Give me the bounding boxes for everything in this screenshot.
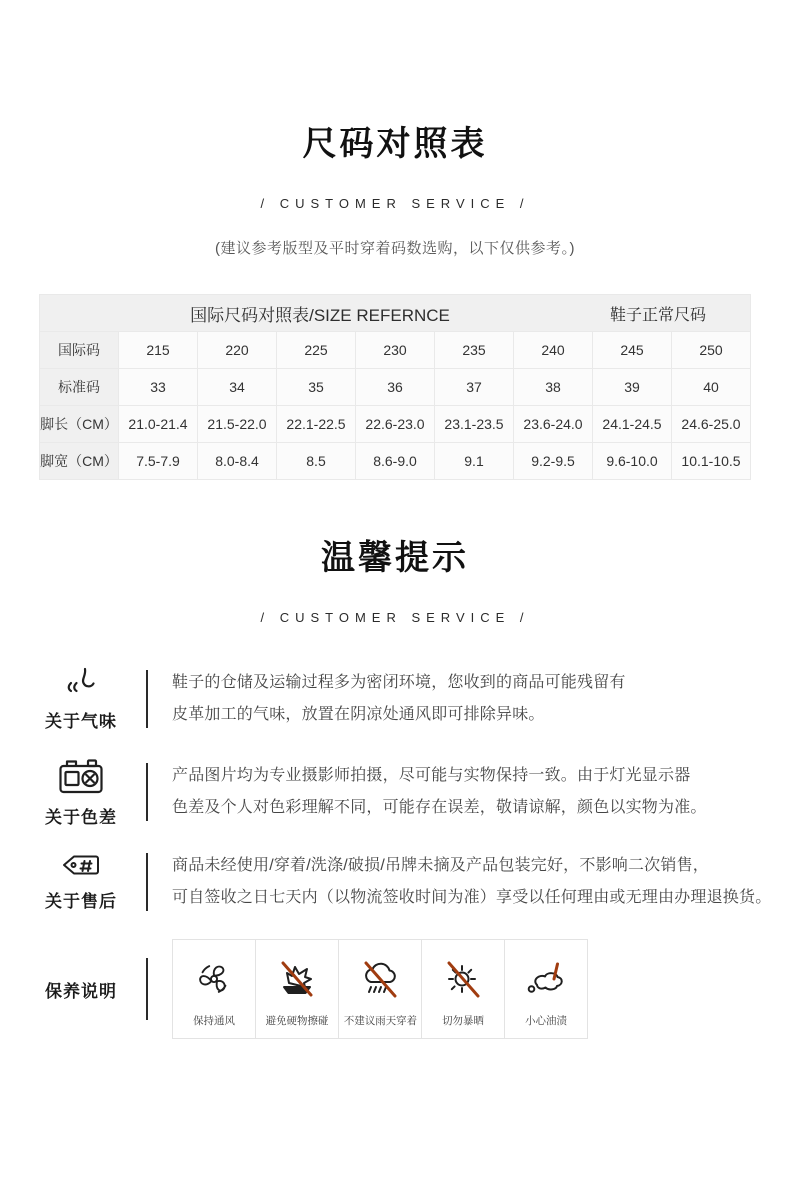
tip-item-label: 关于售后 (45, 892, 117, 911)
smell-icon (61, 666, 101, 700)
tip-text-line: 可自签收之日七天内（以物流签收时间为准）享受以任何理由或无理由办理退换货。 (172, 889, 772, 906)
tip-text-line: 皮革加工的气味，放置在阴凉处通风即可排除异味。 (172, 706, 545, 723)
table-cell: 34 (198, 369, 277, 406)
table-cell: 37 (435, 369, 514, 406)
care-box-label: 小心油渍 (525, 1015, 567, 1027)
care-box-oil-stains (504, 939, 588, 1039)
table-cell: 235 (435, 332, 514, 369)
care-label: 保养说明 (45, 981, 117, 1001)
table-cell: 24.1-24.5 (593, 406, 672, 443)
warm-tips-title: 温馨提示 (321, 539, 469, 577)
care-box-label: 不建议雨天穿着 (343, 1015, 417, 1027)
tip-item-color-difference (0, 750, 790, 834)
table-cell: 9.1 (435, 443, 514, 480)
row-label: 国际码 (40, 332, 119, 369)
warm-tips-section (0, 538, 790, 1040)
tip-text-line: 商品未经使用/穿着/洗涤/破损/吊牌未摘及产品包装完好，不影响二次销售， (172, 857, 709, 874)
table-cell: 24.6-25.0 (672, 406, 751, 443)
care-box-no-sun (421, 939, 505, 1039)
size-chart-note: (建议参考版型及平时穿着码数选购，以下仅供参考。) (215, 240, 575, 257)
table-cell: 22.1-22.5 (277, 406, 356, 443)
tip-item-label: 关于色差 (45, 808, 117, 827)
care-box-label: 避免硬物擦碰 (265, 1015, 329, 1027)
table-cell: 10.1-10.5 (672, 443, 751, 480)
tip-item-smell (0, 660, 790, 738)
table-cell: 39 (593, 369, 672, 406)
care-box-no-rain (338, 939, 422, 1039)
table-cell: 9.6-10.0 (593, 443, 672, 480)
camera-icon (57, 756, 105, 796)
table-cell: 21.0-21.4 (119, 406, 198, 443)
size-table-header-main: 国际尺码对照表/SIZE REFERNCE (190, 305, 450, 325)
table-cell: 230 (356, 332, 435, 369)
table-cell: 33 (119, 369, 198, 406)
table-cell: 245 (593, 332, 672, 369)
table-cell: 240 (514, 332, 593, 369)
care-box-no-hard-objects (255, 939, 339, 1039)
table-cell: 8.6-9.0 (356, 443, 435, 480)
oil-stain-icon (523, 956, 569, 1002)
tip-text-line: 产品图片均为专业摄影师拍摄，尽可能与实物保持一致。由于灯光显示器 (172, 767, 691, 784)
tip-item-after-sales (0, 842, 790, 922)
table-row-standard-size (40, 369, 751, 406)
tip-item-label: 关于气味 (45, 712, 117, 731)
no-rain-icon (357, 956, 403, 1002)
care-box-label: 保持通风 (193, 1015, 235, 1027)
tip-text-line: 色差及个人对色彩理解不同，可能存在误差，敬请谅解，颜色以实物为准。 (172, 799, 707, 816)
care-boxes (172, 939, 588, 1039)
no-sun-icon (441, 956, 485, 1002)
tip-text-line: 鞋子的仓储及运输过程多为密闭环境，您收到的商品可能残留有 (172, 674, 626, 691)
table-row-international-size (40, 332, 751, 369)
table-cell: 7.5-7.9 (119, 443, 198, 480)
table-cell: 21.5-22.0 (198, 406, 277, 443)
table-cell: 23.6-24.0 (514, 406, 593, 443)
tag-icon (59, 852, 103, 880)
table-cell: 220 (198, 332, 277, 369)
table-row-foot-length (40, 406, 751, 443)
size-table (39, 294, 751, 480)
care-box-label: 切勿暴晒 (442, 1015, 484, 1027)
size-chart-section (0, 124, 790, 480)
customer-service-subtitle: / CUSTOMER SERVICE / (260, 196, 530, 211)
table-cell: 35 (277, 369, 356, 406)
size-table-header-right: 鞋子正常尺码 (609, 306, 706, 324)
no-hard-object-icon (275, 956, 319, 1002)
size-table-header-row (40, 295, 751, 332)
table-cell: 8.5 (277, 443, 356, 480)
fan-icon (193, 956, 235, 1002)
table-cell: 9.2-9.5 (514, 443, 593, 480)
table-cell: 225 (277, 332, 356, 369)
table-cell: 250 (672, 332, 751, 369)
care-instructions-row (0, 938, 790, 1040)
row-label: 脚长（CM） (40, 406, 119, 443)
table-cell: 8.0-8.4 (198, 443, 277, 480)
row-label: 标准码 (40, 369, 119, 406)
table-cell: 40 (672, 369, 751, 406)
divider (146, 958, 148, 1020)
table-row-foot-width (40, 443, 751, 480)
table-cell: 36 (356, 369, 435, 406)
table-cell: 215 (119, 332, 198, 369)
size-table-header (40, 295, 751, 332)
size-chart-title: 尺码对照表 (302, 125, 488, 163)
table-cell: 22.6-23.0 (356, 406, 435, 443)
row-label: 脚宽（CM） (40, 443, 119, 480)
table-cell: 38 (514, 369, 593, 406)
care-box-ventilation (172, 939, 256, 1039)
customer-service-subtitle: / CUSTOMER SERVICE / (260, 610, 530, 625)
table-cell: 23.1-23.5 (435, 406, 514, 443)
